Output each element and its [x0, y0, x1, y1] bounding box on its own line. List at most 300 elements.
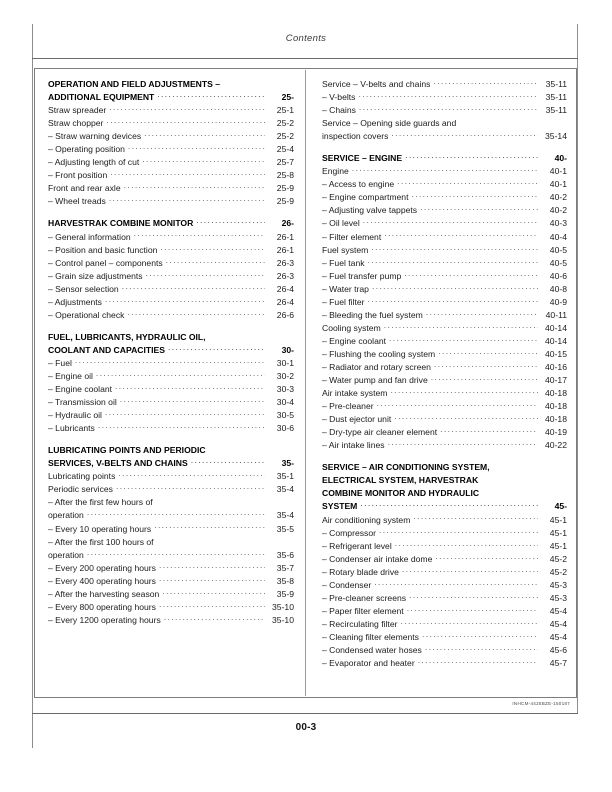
- toc-section-heading-line: FUEL, LUBRICANTS, HYDRAULIC OIL,: [48, 331, 206, 342]
- contents-columns: [34, 68, 577, 698]
- toc-entry-label: COOLANT AND CAPACITIES: [48, 344, 165, 355]
- toc-entry-label: – Dust ejector unit: [322, 414, 392, 425]
- toc-leader-dots: [142, 156, 265, 165]
- toc-entry[interactable]: [48, 383, 294, 396]
- toc-entry[interactable]: [48, 143, 294, 156]
- toc-entry-label: – Engine coolant: [48, 384, 113, 395]
- toc-entry-label: – Control panel – components: [48, 257, 163, 268]
- toc-entry[interactable]: [48, 370, 294, 383]
- toc-leader-dots: [390, 387, 538, 396]
- toc-entry-label: Fuel system: [322, 244, 369, 255]
- toc-entry[interactable]: [322, 152, 567, 165]
- toc-entry[interactable]: [48, 270, 294, 283]
- toc-entry-label: – Fuel: [48, 357, 72, 368]
- toc-leader-dots: [413, 514, 538, 523]
- toc-leader-dots: [377, 400, 538, 409]
- toc-leader-dots: [191, 457, 265, 466]
- toc-entry[interactable]: [48, 575, 294, 588]
- document-code: INHCM-4425BZE-150187: [512, 701, 570, 706]
- toc-entry-page: 40-3: [549, 218, 567, 229]
- toc-entry-page: 26-3: [276, 257, 294, 268]
- toc-entry-label: Service – V-belts and chains: [322, 79, 431, 89]
- toc-entry-page: 40-18: [545, 414, 567, 425]
- toc-leader-dots: [431, 374, 538, 383]
- toc-entry-label: – Pre-cleaner screens: [322, 592, 407, 603]
- toc-entry[interactable]: [322, 178, 567, 191]
- toc-entry-page: 30-2: [276, 370, 294, 381]
- toc-entry-label: – V-belts: [322, 92, 356, 103]
- toc-leader-dots: [384, 231, 538, 240]
- toc-leader-dots: [360, 500, 538, 509]
- toc-leader-dots: [157, 91, 265, 100]
- toc-entry-label: Periodic services: [48, 484, 113, 495]
- toc-entry[interactable]: [322, 130, 567, 143]
- toc-leader-dots: [388, 439, 538, 448]
- scan-frame-right-edge: [577, 24, 578, 714]
- toc-entry-page: 40-14: [545, 335, 567, 346]
- toc-entry[interactable]: [322, 631, 567, 644]
- toc-entry[interactable]: [322, 348, 567, 361]
- toc-entry-label: – Condenser air intake dome: [322, 553, 433, 564]
- toc-leader-dots: [154, 523, 265, 532]
- toc-leader-dots: [358, 91, 538, 100]
- toc-entry-label: – Condenser: [322, 579, 372, 590]
- toc-entry-page: 40-1: [549, 179, 567, 190]
- toc-leader-dots: [418, 657, 538, 666]
- footer-rule: [32, 713, 578, 714]
- toc-entry-label: – Transmission oil: [48, 397, 117, 408]
- toc-entry-page: 40-17: [545, 375, 567, 386]
- toc-leader-dots: [124, 182, 265, 191]
- toc-leader-dots: [75, 357, 265, 366]
- toc-leader-dots: [110, 169, 265, 178]
- toc-leader-dots: [407, 605, 538, 614]
- toc-entry-page: 35-4: [276, 484, 294, 495]
- toc-entry-page: 35-14: [545, 131, 567, 142]
- toc-entry-label: – Air intake lines: [322, 440, 385, 451]
- toc-entry[interactable]: [48, 457, 294, 470]
- toc-entry-label: – Wheel treads: [48, 196, 106, 207]
- toc-entry[interactable]: [48, 357, 294, 370]
- toc-entry-label: – Adjusting length of cut: [48, 157, 140, 168]
- toc-entry[interactable]: [48, 562, 294, 575]
- toc-section-heading-line: OPERATION AND FIELD ADJUSTMENTS –: [48, 79, 221, 89]
- toc-entry-page: 45-3: [549, 592, 567, 603]
- toc-leader-dots: [434, 361, 538, 370]
- toc-leader-dots: [379, 527, 538, 536]
- toc-leader-dots: [402, 566, 538, 575]
- toc-leader-dots: [372, 283, 538, 292]
- toc-entry[interactable]: [48, 509, 294, 522]
- header-rule: [32, 58, 578, 59]
- toc-entry[interactable]: [48, 614, 294, 627]
- toc-section-heading-line: COMBINE MONITOR AND HYDRAULIC: [322, 488, 480, 499]
- toc-entry-page: 35-1: [276, 471, 294, 482]
- toc-entry[interactable]: [48, 422, 294, 435]
- toc-entry[interactable]: [322, 191, 567, 204]
- toc-entry-page: 45-4: [549, 605, 567, 616]
- toc-entry[interactable]: [48, 344, 294, 357]
- toc-entry-page: 40-22: [545, 440, 567, 451]
- toc-entry-page: 40-2: [549, 205, 567, 216]
- toc-entry[interactable]: [48, 283, 294, 296]
- toc-entry-page: 25-9: [276, 183, 294, 194]
- toc-entry[interactable]: [322, 117, 567, 130]
- toc-entry-page: 30-3: [276, 384, 294, 395]
- toc-entry-page: 40-16: [545, 361, 567, 372]
- toc-entry[interactable]: [48, 104, 294, 117]
- toc-leader-dots: [363, 217, 538, 226]
- toc-entry-page: 40-5: [549, 244, 567, 255]
- toc-entry-label: – After the harvesting season: [48, 588, 160, 599]
- toc-entry-page: 40-: [554, 153, 567, 164]
- toc-entry-label: – Operating position: [48, 144, 125, 155]
- toc-leader-dots: [368, 257, 538, 266]
- toc-leader-dots: [352, 165, 538, 174]
- toc-entry-page: 25-7: [276, 157, 294, 168]
- toc-entry-page: 40-8: [549, 283, 567, 294]
- toc-entry[interactable]: [48, 588, 294, 601]
- toc-entry[interactable]: [48, 523, 294, 536]
- toc-entry-label: – Fuel transfer pump: [322, 270, 402, 281]
- toc-entry[interactable]: [322, 217, 567, 230]
- toc-entry[interactable]: [48, 257, 294, 270]
- toc-entry-label: HARVESTRAK COMBINE MONITOR: [48, 218, 194, 229]
- toc-leader-dots: [384, 322, 538, 331]
- toc-entry[interactable]: [48, 536, 294, 549]
- toc-leader-dots: [109, 104, 265, 113]
- toc-entry-page: 26-: [281, 218, 294, 229]
- toc-entry-page: 45-6: [549, 644, 567, 655]
- toc-entry[interactable]: [48, 169, 294, 182]
- toc-entry[interactable]: [48, 231, 294, 244]
- toc-entry-label: – Every 10 operating hours: [48, 523, 152, 534]
- toc-entry-label: – Every 400 operating hours: [48, 575, 156, 586]
- toc-entry[interactable]: [48, 156, 294, 169]
- toc-entry[interactable]: [48, 483, 294, 496]
- toc-entry-label: – Engine compartment: [322, 192, 409, 203]
- spacer: [322, 143, 567, 152]
- toc-entry-label: Straw spreader: [48, 105, 107, 116]
- toc-entry[interactable]: [322, 618, 567, 631]
- toc-entry-label: Air conditioning system: [322, 514, 411, 525]
- toc-entry[interactable]: [322, 387, 567, 400]
- toc-entry-label: Front and rear axle: [48, 183, 121, 194]
- toc-entry-page: 40-14: [545, 322, 567, 333]
- toc-entry-label: – Access to engine: [322, 179, 395, 190]
- toc-entry-page: 40-5: [549, 257, 567, 268]
- toc-leader-dots: [115, 383, 265, 392]
- page-header-title: Contents: [285, 33, 327, 44]
- toc-entry[interactable]: [322, 579, 567, 592]
- toc-entry-label: – Refrigerant level: [322, 540, 392, 551]
- toc-leader-dots: [160, 244, 265, 253]
- toc-entry-page: 25-9: [276, 196, 294, 207]
- toc-entry-page: 45-4: [549, 618, 567, 629]
- toc-leader-dots: [105, 409, 265, 418]
- toc-leader-dots: [134, 231, 265, 240]
- toc-leader-dots: [96, 370, 265, 379]
- toc-entry-label: – Paper filter element: [322, 605, 404, 616]
- toc-entry-page: 35-10: [272, 601, 294, 612]
- toc-leader-dots: [164, 614, 265, 623]
- toc-leader-dots: [394, 413, 538, 422]
- toc-entry-label: SERVICE – ENGINE: [322, 153, 403, 164]
- toc-entry[interactable]: [322, 553, 567, 566]
- toc-entry[interactable]: [322, 657, 567, 670]
- toc-leader-dots: [368, 296, 538, 305]
- toc-entry-page: 26-1: [276, 244, 294, 255]
- toc-leader-dots: [162, 588, 265, 597]
- toc-entry-page: 45-4: [549, 631, 567, 642]
- toc-entry-page: 35-4: [276, 510, 294, 521]
- toc-leader-dots: [159, 601, 265, 610]
- toc-entry-page: 45-1: [549, 540, 567, 551]
- toc-leader-dots: [146, 270, 265, 279]
- toc-entry[interactable]: [322, 283, 567, 296]
- toc-entry-page: 25-2: [276, 118, 294, 129]
- toc-entry[interactable]: [322, 204, 567, 217]
- toc-entry[interactable]: [322, 91, 567, 104]
- toc-entry-label: – Front position: [48, 170, 108, 181]
- toc-entry-label: Lubricating points: [48, 471, 116, 482]
- toc-entry[interactable]: [322, 592, 567, 605]
- toc-entry[interactable]: [48, 409, 294, 422]
- toc-leader-dots: [159, 575, 265, 584]
- toc-entry[interactable]: [322, 309, 567, 322]
- toc-entry-page: 45-1: [549, 527, 567, 538]
- toc-entry[interactable]: [322, 231, 567, 244]
- toc-leader-dots: [433, 78, 538, 87]
- toc-entry-page: 26-4: [276, 296, 294, 307]
- toc-entry[interactable]: [322, 426, 567, 439]
- contents-column-left: [34, 68, 306, 698]
- toc-entry[interactable]: [48, 470, 294, 483]
- toc-entry[interactable]: [48, 130, 294, 143]
- toc-leader-dots: [359, 104, 538, 113]
- toc-entry-label: – Engine coolant: [322, 335, 387, 346]
- spacer: [322, 452, 567, 461]
- toc-section-heading-line: SERVICE – AIR CONDITIONING SYSTEM,: [322, 462, 490, 473]
- toc-entry-label: Straw chopper: [48, 118, 104, 129]
- toc-entry[interactable]: [322, 540, 567, 553]
- toc-entry-page: 30-5: [276, 410, 294, 421]
- toc-entry-label: operation: [48, 549, 84, 560]
- toc-leader-dots: [105, 296, 265, 305]
- toc-entry-page: 40-9: [549, 296, 567, 307]
- toc-entry-label: – General information: [48, 231, 131, 242]
- toc-entry-label: Cooling system: [322, 322, 381, 333]
- toc-entry[interactable]: [48, 182, 294, 195]
- toc-leader-dots: [425, 644, 538, 653]
- toc-entry[interactable]: [48, 195, 294, 208]
- toc-leader-dots: [144, 130, 265, 139]
- toc-section-heading-line: LUBRICATING POINTS AND PERIODIC: [48, 445, 206, 456]
- toc-entry[interactable]: [322, 165, 567, 178]
- toc-entry-page: 35-8: [276, 575, 294, 586]
- toc-leader-dots: [459, 117, 538, 126]
- toc-entry-page: 35-6: [276, 549, 294, 560]
- toc-section-heading-line: ELECTRICAL SYSTEM, HARVESTRAK: [322, 475, 479, 486]
- toc-entry-page: 40-2: [549, 192, 567, 203]
- toc-entry[interactable]: [322, 361, 567, 374]
- toc-entry-page: 25-4: [276, 144, 294, 155]
- toc-entry-label: – Pre-cleaner: [322, 401, 374, 412]
- toc-entry[interactable]: [48, 309, 294, 322]
- toc-entry[interactable]: [322, 413, 567, 426]
- toc-entry[interactable]: [322, 374, 567, 387]
- toc-entry-page: 35-11: [545, 105, 567, 116]
- toc-leader-dots: [405, 152, 538, 161]
- toc-entry-page: 45-1: [549, 514, 567, 525]
- toc-entry-label: – Radiator and rotary screen: [322, 361, 431, 372]
- toc-entry[interactable]: [48, 601, 294, 614]
- toc-leader-dots: [116, 483, 265, 492]
- toc-entry[interactable]: [322, 335, 567, 348]
- toc-entry[interactable]: [48, 496, 294, 509]
- toc-entry-page: 25-: [281, 92, 294, 103]
- toc-entry-page: 30-1: [276, 357, 294, 368]
- toc-entry-page: 26-1: [276, 231, 294, 242]
- toc-entry[interactable]: [48, 296, 294, 309]
- toc-entry-page: 40-4: [549, 231, 567, 242]
- toc-entry-page: 45-2: [549, 566, 567, 577]
- toc-entry-label: – Oil level: [322, 218, 360, 229]
- toc-entry-label: – Position and basic function: [48, 244, 158, 255]
- toc-entry[interactable]: [48, 217, 294, 230]
- toc-entry-label: Service – Opening side guards and: [322, 118, 457, 129]
- toc-leader-dots: [98, 422, 265, 431]
- toc-entry[interactable]: [322, 296, 567, 309]
- toc-entry-label: – Every 800 operating hours: [48, 601, 156, 612]
- toc-entry-label: – Grain size adjustments: [48, 270, 143, 281]
- toc-entry[interactable]: [48, 549, 294, 562]
- toc-leader-dots: [127, 309, 265, 318]
- toc-entry-page: 35-5: [276, 523, 294, 534]
- toc-leader-dots: [106, 117, 265, 126]
- toc-leader-dots: [389, 335, 538, 344]
- spacer: [48, 322, 294, 331]
- toc-leader-dots: [404, 270, 538, 279]
- toc-leader-dots: [422, 631, 538, 640]
- toc-entry-page: 45-2: [549, 553, 567, 564]
- toc-entry[interactable]: [322, 270, 567, 283]
- toc-entry[interactable]: [48, 396, 294, 409]
- toc-entry-page: 25-1: [276, 105, 294, 116]
- toc-entry-label: – Sensor selection: [48, 283, 119, 294]
- toc-entry[interactable]: [322, 644, 567, 657]
- toc-leader-dots: [391, 130, 538, 139]
- toc-entry-label: – Water pump and fan drive: [322, 375, 428, 386]
- toc-entry-page: 26-6: [276, 309, 294, 320]
- toc-entry-page: 40-18: [545, 388, 567, 399]
- toc-entry[interactable]: [48, 244, 294, 257]
- toc-leader-dots: [87, 509, 265, 518]
- toc-entry-label: – Straw warning devices: [48, 131, 142, 142]
- toc-entry-label: – Recirculating filter: [322, 618, 398, 629]
- toc-entry-label: – Lubricants: [48, 423, 95, 434]
- toc-leader-dots: [157, 536, 265, 545]
- toc-entry-label: – Bleeding the fuel system: [322, 309, 423, 320]
- toc-entry[interactable]: [322, 514, 567, 527]
- toc-leader-dots: [128, 143, 265, 152]
- toc-entry-page: 26-3: [276, 270, 294, 281]
- toc-entry[interactable]: [322, 244, 567, 257]
- toc-entry-label: operation: [48, 510, 84, 521]
- toc-leader-dots: [420, 204, 538, 213]
- toc-entry[interactable]: [322, 104, 567, 117]
- toc-entry[interactable]: [322, 527, 567, 540]
- toc-entry-label: – Filter element: [322, 231, 382, 242]
- toc-leader-dots: [156, 496, 265, 505]
- toc-entry-label: – Fuel filter: [322, 296, 365, 307]
- toc-entry[interactable]: [48, 91, 294, 104]
- toc-entry-page: 40-6: [549, 270, 567, 281]
- toc-entry[interactable]: [322, 257, 567, 270]
- toc-leader-dots: [374, 579, 538, 588]
- toc-entry-label: – Operational check: [48, 309, 125, 320]
- toc-entry[interactable]: [322, 439, 567, 452]
- toc-entry-label: – Every 1200 operating hours: [48, 614, 161, 625]
- toc-entry-label: – After the first few hours of: [48, 497, 153, 508]
- toc-entry-label: – Rotary blade drive: [322, 566, 399, 577]
- toc-entry-label: – Engine oil: [48, 370, 93, 381]
- spacer: [48, 208, 294, 217]
- toc-entry[interactable]: [322, 400, 567, 413]
- toc-entry-label: SYSTEM: [322, 501, 358, 512]
- toc-entry-label: – Condensed water hoses: [322, 644, 422, 655]
- toc-entry-page: 25-2: [276, 131, 294, 142]
- toc-leader-dots: [87, 549, 265, 558]
- toc-entry-label: inspection covers: [322, 131, 389, 142]
- toc-entry-label: Air intake system: [322, 388, 388, 399]
- toc-entry[interactable]: [48, 117, 294, 130]
- toc-entry-page: 45-: [554, 501, 567, 512]
- toc-leader-dots: [400, 618, 538, 627]
- toc-entry-page: 35-7: [276, 562, 294, 573]
- toc-leader-dots: [411, 191, 538, 200]
- toc-leader-dots: [166, 257, 265, 266]
- toc-entry[interactable]: [322, 500, 567, 513]
- toc-entry[interactable]: [322, 605, 567, 618]
- toc-entry-label: – Dry-type air cleaner element: [322, 427, 438, 438]
- toc-entry-label: – Adjustments: [48, 296, 102, 307]
- toc-entry[interactable]: [322, 322, 567, 335]
- toc-entry[interactable]: [322, 566, 567, 579]
- toc-leader-dots: [426, 309, 538, 318]
- toc-leader-dots: [118, 470, 265, 479]
- toc-entry-label: – Adjusting valve tappets: [322, 205, 418, 216]
- toc-leader-dots: [120, 396, 265, 405]
- toc-entry-page: 30-4: [276, 397, 294, 408]
- scan-frame-left-edge: [32, 24, 33, 748]
- toc-entry-page: 35-11: [545, 79, 567, 89]
- toc-entry-label: ADDITIONAL EQUIPMENT: [48, 92, 155, 103]
- toc-entry[interactable]: [322, 78, 567, 91]
- toc-entry-label: – Chains: [322, 105, 356, 116]
- contents-column-right: [306, 68, 577, 698]
- toc-leader-dots: [109, 195, 265, 204]
- toc-leader-dots: [438, 348, 538, 357]
- toc-leader-dots: [168, 344, 265, 353]
- toc-leader-dots: [371, 244, 538, 253]
- toc-entry-page: 40-11: [545, 309, 567, 320]
- toc-entry-label: Engine: [322, 166, 349, 177]
- toc-leader-dots: [159, 562, 265, 571]
- toc-entry-page: 35-9: [276, 588, 294, 599]
- toc-entry-page: 45-3: [549, 579, 567, 590]
- toc-entry-label: – Fuel tank: [322, 257, 365, 268]
